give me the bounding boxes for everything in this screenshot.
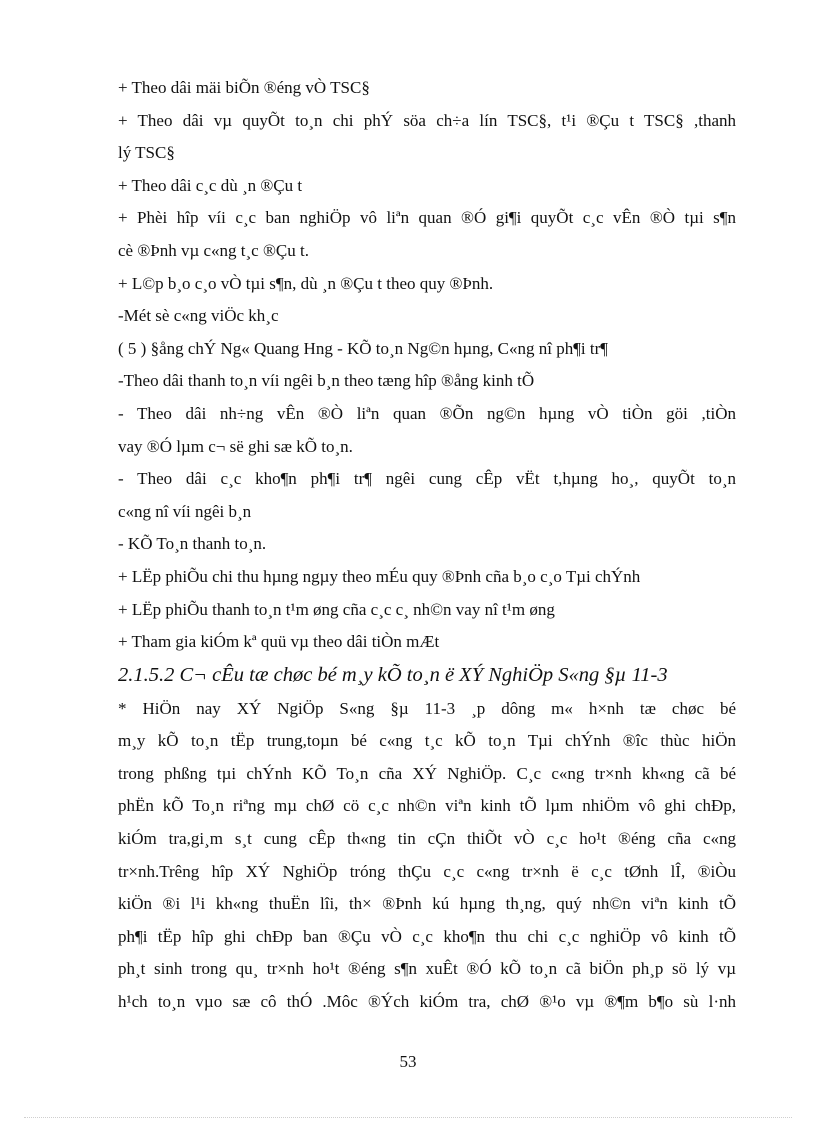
- text-line: + Theo dâi c¸c dù ¸n ®Çu t: [118, 175, 303, 195]
- text-line: c«ng nî víi ngêi b¸n: [118, 501, 252, 521]
- text-line: lý TSC§: [118, 143, 175, 163]
- paragraph-line: kiÓm tra,gi¸m s¸t cung cÊp th«ng tin cÇn thiÕt vÒ c¸c ho¹t ®éng cña c«ng: [118, 829, 736, 849]
- text-line: ( 5 ) §ång chÝ Ng« Quang Hng - KÕ to¸n Ng©n hµng, C«ng nî ph¶i tr¶: [118, 338, 608, 358]
- paragraph-line: phËn kÕ To¸n riªng mµ chØ cö c¸c nh©n viªn kinh tÕ lµm nhiÖm vô ghi chÐp,: [118, 796, 736, 816]
- page-bottom-divider: [24, 1117, 792, 1118]
- document-page: [118, 72, 736, 1019]
- paragraph-line: tr×nh.Trêng hîp XÝ NghiÖp tróng thÇu c¸c c«ng tr×nh ë c¸c tØnh lÎ, ®iÒu: [118, 861, 736, 881]
- paragraph-line: m¸y kÕ to¸n tËp trung,toµn bé c«ng t¸c kÕ to¸n Tµi chÝnh ®îc thùc hiÖn: [118, 731, 736, 751]
- paragraph-line: kiÖn ®i l¹i kh«ng thuËn lîi, th× ®Þnh kú hµng th¸ng, quý nh©n viªn kinh tÕ: [118, 894, 736, 914]
- text-line: + Tham gia kiÓm kª quü vµ theo dâi tiÒn mÆt: [118, 632, 440, 652]
- text-line: + L©p b¸o c¸o vÒ tµi s¶n, dù ¸n ®Çu t theo quy ®Þnh.: [118, 273, 494, 293]
- paragraph-line: ph¶i tËp hîp ghi chÐp ban ®Çu vÒ c¸c kho¶n thu chi c¸c nghiÖp vô kinh tÕ: [118, 926, 736, 946]
- paragraph-line: trong phßng tµi chÝnh KÕ To¸n cña XÝ NghiÖp. C¸c c«ng tr×nh kh«ng cã bé: [118, 763, 736, 783]
- text-line: -Theo dâi thanh to¸n víi ngêi b¸n theo tæng hîp ®ång kinh tÕ: [118, 371, 535, 391]
- paragraph-line: * HiÖn nay XÝ NgiÖp S«ng §µ 11-3 ¸p dông m« h×nh tæ chøc bé: [118, 698, 736, 718]
- text-line: + Phèi hîp víi c¸c ban nghiÖp vô liªn quan ®Ó gi¶i quyÕt c¸c vÊn ®Ò tµi s¶n: [118, 208, 736, 228]
- text-line: - Theo dâi nh÷ng vÊn ®Ò liªn quan ®Õn ng©n hµng vÒ tiÒn göi ,tiÒn: [118, 403, 736, 423]
- text-line: -Mét sè c«ng viÖc kh¸c: [118, 306, 279, 326]
- text-line: + LËp phiÕu thanh to¸n t¹m øng cña c¸c c¸ nh©n vay nî t¹m øng: [118, 599, 555, 619]
- paragraph-line: ph¸t sinh trong qu¸ tr×nh ho¹t ®éng s¶n xuÊt ®Ó kÕ to¸n cã biÖn ph¸p sö lý vµ: [118, 959, 736, 979]
- text-line: + LËp phiÕu chi thu hµng ngµy theo mÉu quy ®Þnh cña b¸o c¸o Tµi chÝnh: [118, 566, 641, 586]
- text-line: - KÕ To¸n thanh to¸n.: [118, 534, 267, 554]
- section-heading: 2.1.5.2 C¬ cÊu tæ chøc bé m¸y kÕ to¸n ë XÝ NghiÖp S«ng §µ 11-3: [118, 663, 668, 686]
- paragraph-line: h¹ch to¸n vµo sæ cô thÓ .Môc ®Ých kiÓm tra, chØ ®¹o vµ ®¶m b¶o sù l·nh: [118, 992, 736, 1012]
- text-line: vay ®Ó lµm c¬ së ghi sæ kÕ to¸n.: [118, 436, 353, 456]
- text-line: + Theo dâi mäi biÕn ®éng vÒ TSC§: [118, 78, 370, 97]
- page-number: 53: [399, 1052, 417, 1071]
- text-line: + Theo dâi vµ quyÕt to¸n chi phÝ söa ch÷a lín TSC§, t¹i ®Çu t TSC§ ,thanh: [118, 110, 736, 130]
- text-line: cè ®Þnh vµ c«ng t¸c ®Çu t.: [118, 240, 309, 260]
- text-line: - Theo dâi c¸c kho¶n ph¶i tr¶ ngêi cung cÊp vËt t,hµng ho¸, quyÕt to¸n: [118, 469, 736, 489]
